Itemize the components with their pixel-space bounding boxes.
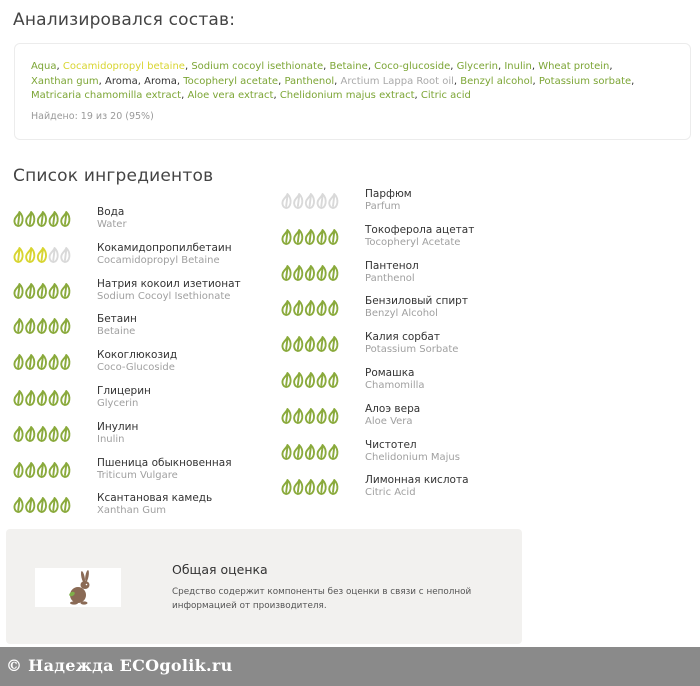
ingredient-name: Парфюм [365, 188, 412, 200]
leaf-icon [50, 427, 58, 441]
ingredient-row[interactable] [13, 421, 253, 451]
leaf-icon [329, 445, 337, 459]
leaf-icon [61, 284, 69, 298]
rating-leaves-icon [13, 352, 71, 370]
composition-item[interactable]: Arctium Lappa Root oil [340, 75, 454, 87]
leaf-icon [329, 337, 337, 351]
composition-card [14, 43, 691, 140]
leaf-icon [329, 230, 337, 244]
leaf-icon [294, 337, 302, 351]
composition-item[interactable]: Chelidonium majus extract [279, 90, 415, 102]
ingredient-latin-name: Panthenol [365, 272, 415, 284]
ingredient-list-title: Список ингредиентов [13, 166, 214, 186]
leaf-icon [61, 319, 69, 333]
leaf-icon [14, 284, 22, 298]
leaf-icon [318, 480, 326, 494]
leaf-icon [306, 409, 314, 423]
leaf-icon [26, 284, 34, 298]
leaf-icon [294, 194, 302, 208]
ingredient-name: Глицерин [97, 385, 151, 397]
leaf-icon [38, 212, 46, 226]
leaf-icon [294, 480, 302, 494]
leaf-icon [50, 284, 58, 298]
rating-leaves-icon [281, 191, 339, 209]
rating-leaves-icon [13, 281, 71, 299]
leaf-icon [61, 427, 69, 441]
rating-leaves-icon [281, 334, 339, 352]
leaf-icon [306, 480, 314, 494]
ingredient-latin-name: Citric Acid [365, 487, 416, 499]
leaf-icon [50, 391, 58, 405]
leaf-icon [282, 230, 290, 244]
leaf-icon [318, 301, 326, 315]
leaf-icon [294, 409, 302, 423]
leaf-icon [38, 498, 46, 512]
ingredient-name: Калия сорбат [365, 331, 440, 344]
ingredient-latin-name: Potassium Sorbate [365, 344, 459, 356]
leaf-icon [61, 212, 69, 226]
leaf-icon [329, 373, 337, 387]
ingredient-name: Пшеница обыкновенная [97, 456, 232, 469]
composition-item[interactable]: Sodium cocoyl isethionate [191, 61, 324, 72]
leaf-icon [14, 391, 22, 405]
composition-item[interactable]: Aroma [144, 75, 177, 87]
watermark-text: © Надежда ECOgolik.ru [6, 656, 233, 675]
leaf-icon [306, 337, 314, 351]
leaf-icon [14, 248, 22, 262]
leaf-icon [282, 337, 290, 351]
leaf-icon [318, 230, 326, 244]
ingredient-latin-name: Betaine [97, 326, 136, 338]
leaf-icon [38, 463, 46, 477]
rating-leaves-icon [281, 477, 339, 495]
leaf-icon [61, 463, 69, 477]
leaf-icon [282, 194, 290, 208]
leaf-icon [26, 427, 34, 441]
ingredient-name: Пантенол [365, 259, 419, 272]
ingredient-latin-name: Water [97, 219, 127, 230]
found-count: Найдено: 19 из 20 (95%) [31, 111, 154, 122]
leaf-icon [14, 355, 22, 369]
ingredient-latin-name: Parfum [365, 201, 401, 212]
leaf-icon [26, 498, 34, 512]
leaf-icon [50, 498, 58, 512]
leaf-icon [318, 194, 326, 208]
rabbit-icon [35, 568, 121, 607]
rating-leaves-icon [13, 495, 71, 513]
rating-leaves-icon [281, 370, 339, 388]
ingredient-name: Вода [97, 206, 125, 218]
leaf-icon [14, 319, 22, 333]
overall-score-description: Средство содержит компоненты без оценки в связи с неполной информацией от производителя. [172, 587, 472, 611]
ingredient-row[interactable] [281, 367, 521, 397]
composition-item[interactable]: Panthenol [284, 75, 335, 87]
leaf-icon [306, 445, 314, 459]
leaf-icon [318, 409, 326, 423]
leaf-icon [50, 248, 58, 262]
ingredient-name: Кокамидопропилбетаин [97, 241, 232, 254]
leaf-icon [61, 355, 69, 369]
ingredient-latin-name: Cocamidopropyl Betaine [97, 254, 220, 266]
ingredient-name: Токоферола ацетат [365, 223, 475, 236]
ingredient-row[interactable] [281, 474, 521, 504]
rating-leaves-icon [13, 460, 71, 478]
leaf-icon [282, 445, 290, 459]
ingredient-latin-name: Benzyl Alcohol [365, 308, 438, 320]
leaf-icon [14, 498, 22, 512]
rating-leaves-icon [281, 298, 339, 316]
ingredient-row[interactable] [13, 313, 253, 343]
ingredient-name: Бензиловый спирт [365, 295, 468, 308]
leaf-icon [50, 319, 58, 333]
rating-leaves-icon [281, 227, 339, 245]
leaf-icon [306, 373, 314, 387]
leaf-icon [61, 391, 69, 405]
leaf-icon [14, 463, 22, 477]
leaf-icon [38, 284, 46, 298]
leaf-icon [318, 266, 326, 280]
leaf-icon [318, 445, 326, 459]
leaf-icon [282, 301, 290, 315]
ingredient-row[interactable] [281, 439, 521, 469]
composition-item[interactable]: Glycerin [456, 61, 498, 72]
composition-item[interactable]: Matricaria chamomilla extract [31, 90, 182, 102]
ingredient-latin-name: Inulin [97, 433, 125, 445]
ingredient-name: Инулин [97, 420, 139, 433]
leaf-icon [306, 266, 314, 280]
leaf-icon [306, 230, 314, 244]
leaf-icon [38, 355, 46, 369]
ingredient-name: Алоэ вера [365, 402, 421, 415]
leaf-icon [38, 427, 46, 441]
ingredient-row[interactable] [13, 206, 253, 236]
ingredient-latin-name: Coco-Glucoside [97, 362, 175, 374]
leaf-icon [318, 337, 326, 351]
rating-leaves-icon [13, 245, 71, 263]
ingredient-name: Кокоглюкозид [97, 349, 178, 362]
overall-score-title: Общая оценка [172, 562, 268, 577]
composition-item[interactable]: Cocamidopropyl betaine [62, 61, 185, 72]
ingredient-latin-name: Xanthan Gum [97, 505, 167, 517]
ingredient-name: Ромашка [365, 367, 415, 379]
rating-leaves-icon [13, 388, 71, 406]
leaf-icon [26, 355, 34, 369]
ingredient-row[interactable] [13, 278, 253, 308]
composition-item[interactable]: Aloe vera extract [187, 90, 274, 102]
rating-leaves-icon [13, 209, 71, 227]
ingredient-row[interactable] [281, 403, 521, 433]
leaf-icon [61, 498, 69, 512]
ingredient-latin-name: Sodium Cocoyl Isethionate [97, 290, 231, 302]
ingredient-row[interactable] [13, 492, 253, 522]
ingredient-latin-name: Tocopheryl Acetate [365, 236, 461, 248]
rating-leaves-icon [281, 406, 339, 424]
rating-leaves-icon [13, 424, 71, 442]
ingredient-row[interactable] [281, 188, 521, 218]
leaf-icon [306, 194, 314, 208]
leaf-icon [294, 230, 302, 244]
composition-item[interactable]: Inulin [504, 61, 532, 72]
leaf-icon [50, 355, 58, 369]
ingredient-latin-name: Triticum Vulgare [97, 469, 178, 481]
leaf-icon [61, 248, 69, 262]
composition-item[interactable]: Potassium sorbate [538, 75, 632, 87]
leaf-icon [329, 480, 337, 494]
ingredient-row[interactable] [281, 295, 521, 325]
ingredient-row[interactable] [13, 385, 253, 415]
composition-item[interactable]: Betaine [329, 61, 368, 72]
leaf-icon [329, 409, 337, 423]
ingredient-latin-name: Aloe Vera [365, 415, 413, 427]
ingredient-row[interactable] [13, 349, 253, 379]
leaf-icon [26, 212, 34, 226]
analysis-title: Анализировался состав: [13, 10, 236, 30]
rating-leaves-icon [13, 316, 71, 334]
leaf-icon [26, 391, 34, 405]
composition-item[interactable]: Aqua [31, 61, 57, 72]
ingredient-name: Бетаин [97, 313, 137, 326]
leaf-icon [38, 248, 46, 262]
composition-item[interactable]: Citric acid [420, 90, 471, 102]
leaf-icon [282, 266, 290, 280]
leaf-icon [294, 301, 302, 315]
leaf-icon [282, 373, 290, 387]
composition-item[interactable]: Wheat protein [538, 61, 610, 72]
leaf-icon [26, 319, 34, 333]
leaf-icon [329, 301, 337, 315]
composition-item[interactable]: Coco-glucoside [374, 61, 451, 72]
leaf-icon [38, 391, 46, 405]
watermark-bar [0, 647, 700, 686]
ingredient-name: Натрия кокоил изетионат [97, 277, 241, 290]
ingredient-name: Лимонная кислота [365, 474, 469, 487]
leaf-icon [26, 463, 34, 477]
composition-item[interactable]: Xanthan gum [31, 75, 99, 87]
ingredient-row[interactable] [13, 242, 253, 272]
ingredient-latin-name: Chelidonium Majus [365, 451, 460, 463]
rating-leaves-icon [281, 263, 339, 281]
leaf-icon [294, 445, 302, 459]
ingredient-latin-name: Glycerin [97, 398, 139, 409]
composition-list: Aqua, Cocamidopropyl betaine, Sodium cocoyl isethionate, Betaine, Coco-glucoside, Glycerin, Inulin, Wheat protein, Xanthan gum, Aroma, Aroma, Tocopheryl acetate, Panthenol, Arctium Lappa Root oil, Benzyl alcohol, Potassium sorbate, Matricaria chamomilla extract, Aloe vera extract, Chelidonium majus extract, Citric acid [31, 61, 635, 102]
composition-item[interactable]: Benzyl alcohol [460, 75, 533, 87]
ingredient-name: Ксантановая камедь [97, 492, 213, 505]
ingredient-row[interactable] [281, 331, 521, 361]
ingredient-row[interactable] [281, 224, 521, 254]
leaf-icon [282, 480, 290, 494]
ingredient-latin-name: Chamomilla [365, 380, 425, 391]
leaf-icon [50, 463, 58, 477]
leaf-icon [318, 373, 326, 387]
leaf-icon [294, 266, 302, 280]
leaf-icon [329, 194, 337, 208]
leaf-icon [38, 319, 46, 333]
leaf-icon [26, 248, 34, 262]
ingredient-row[interactable] [281, 260, 521, 290]
ingredient-name: Чистотел [365, 438, 417, 451]
leaf-icon [14, 212, 22, 226]
composition-item[interactable]: Aroma [105, 75, 138, 87]
leaf-icon [282, 409, 290, 423]
leaf-icon [50, 212, 58, 226]
composition-item[interactable]: Tocopheryl acetate [183, 75, 279, 87]
ingredient-row[interactable] [13, 457, 253, 487]
leaf-icon [329, 266, 337, 280]
leaf-icon [294, 373, 302, 387]
leaf-icon [306, 301, 314, 315]
rating-leaves-icon [281, 442, 339, 460]
leaf-icon [14, 427, 22, 441]
overall-score-card [6, 529, 522, 644]
